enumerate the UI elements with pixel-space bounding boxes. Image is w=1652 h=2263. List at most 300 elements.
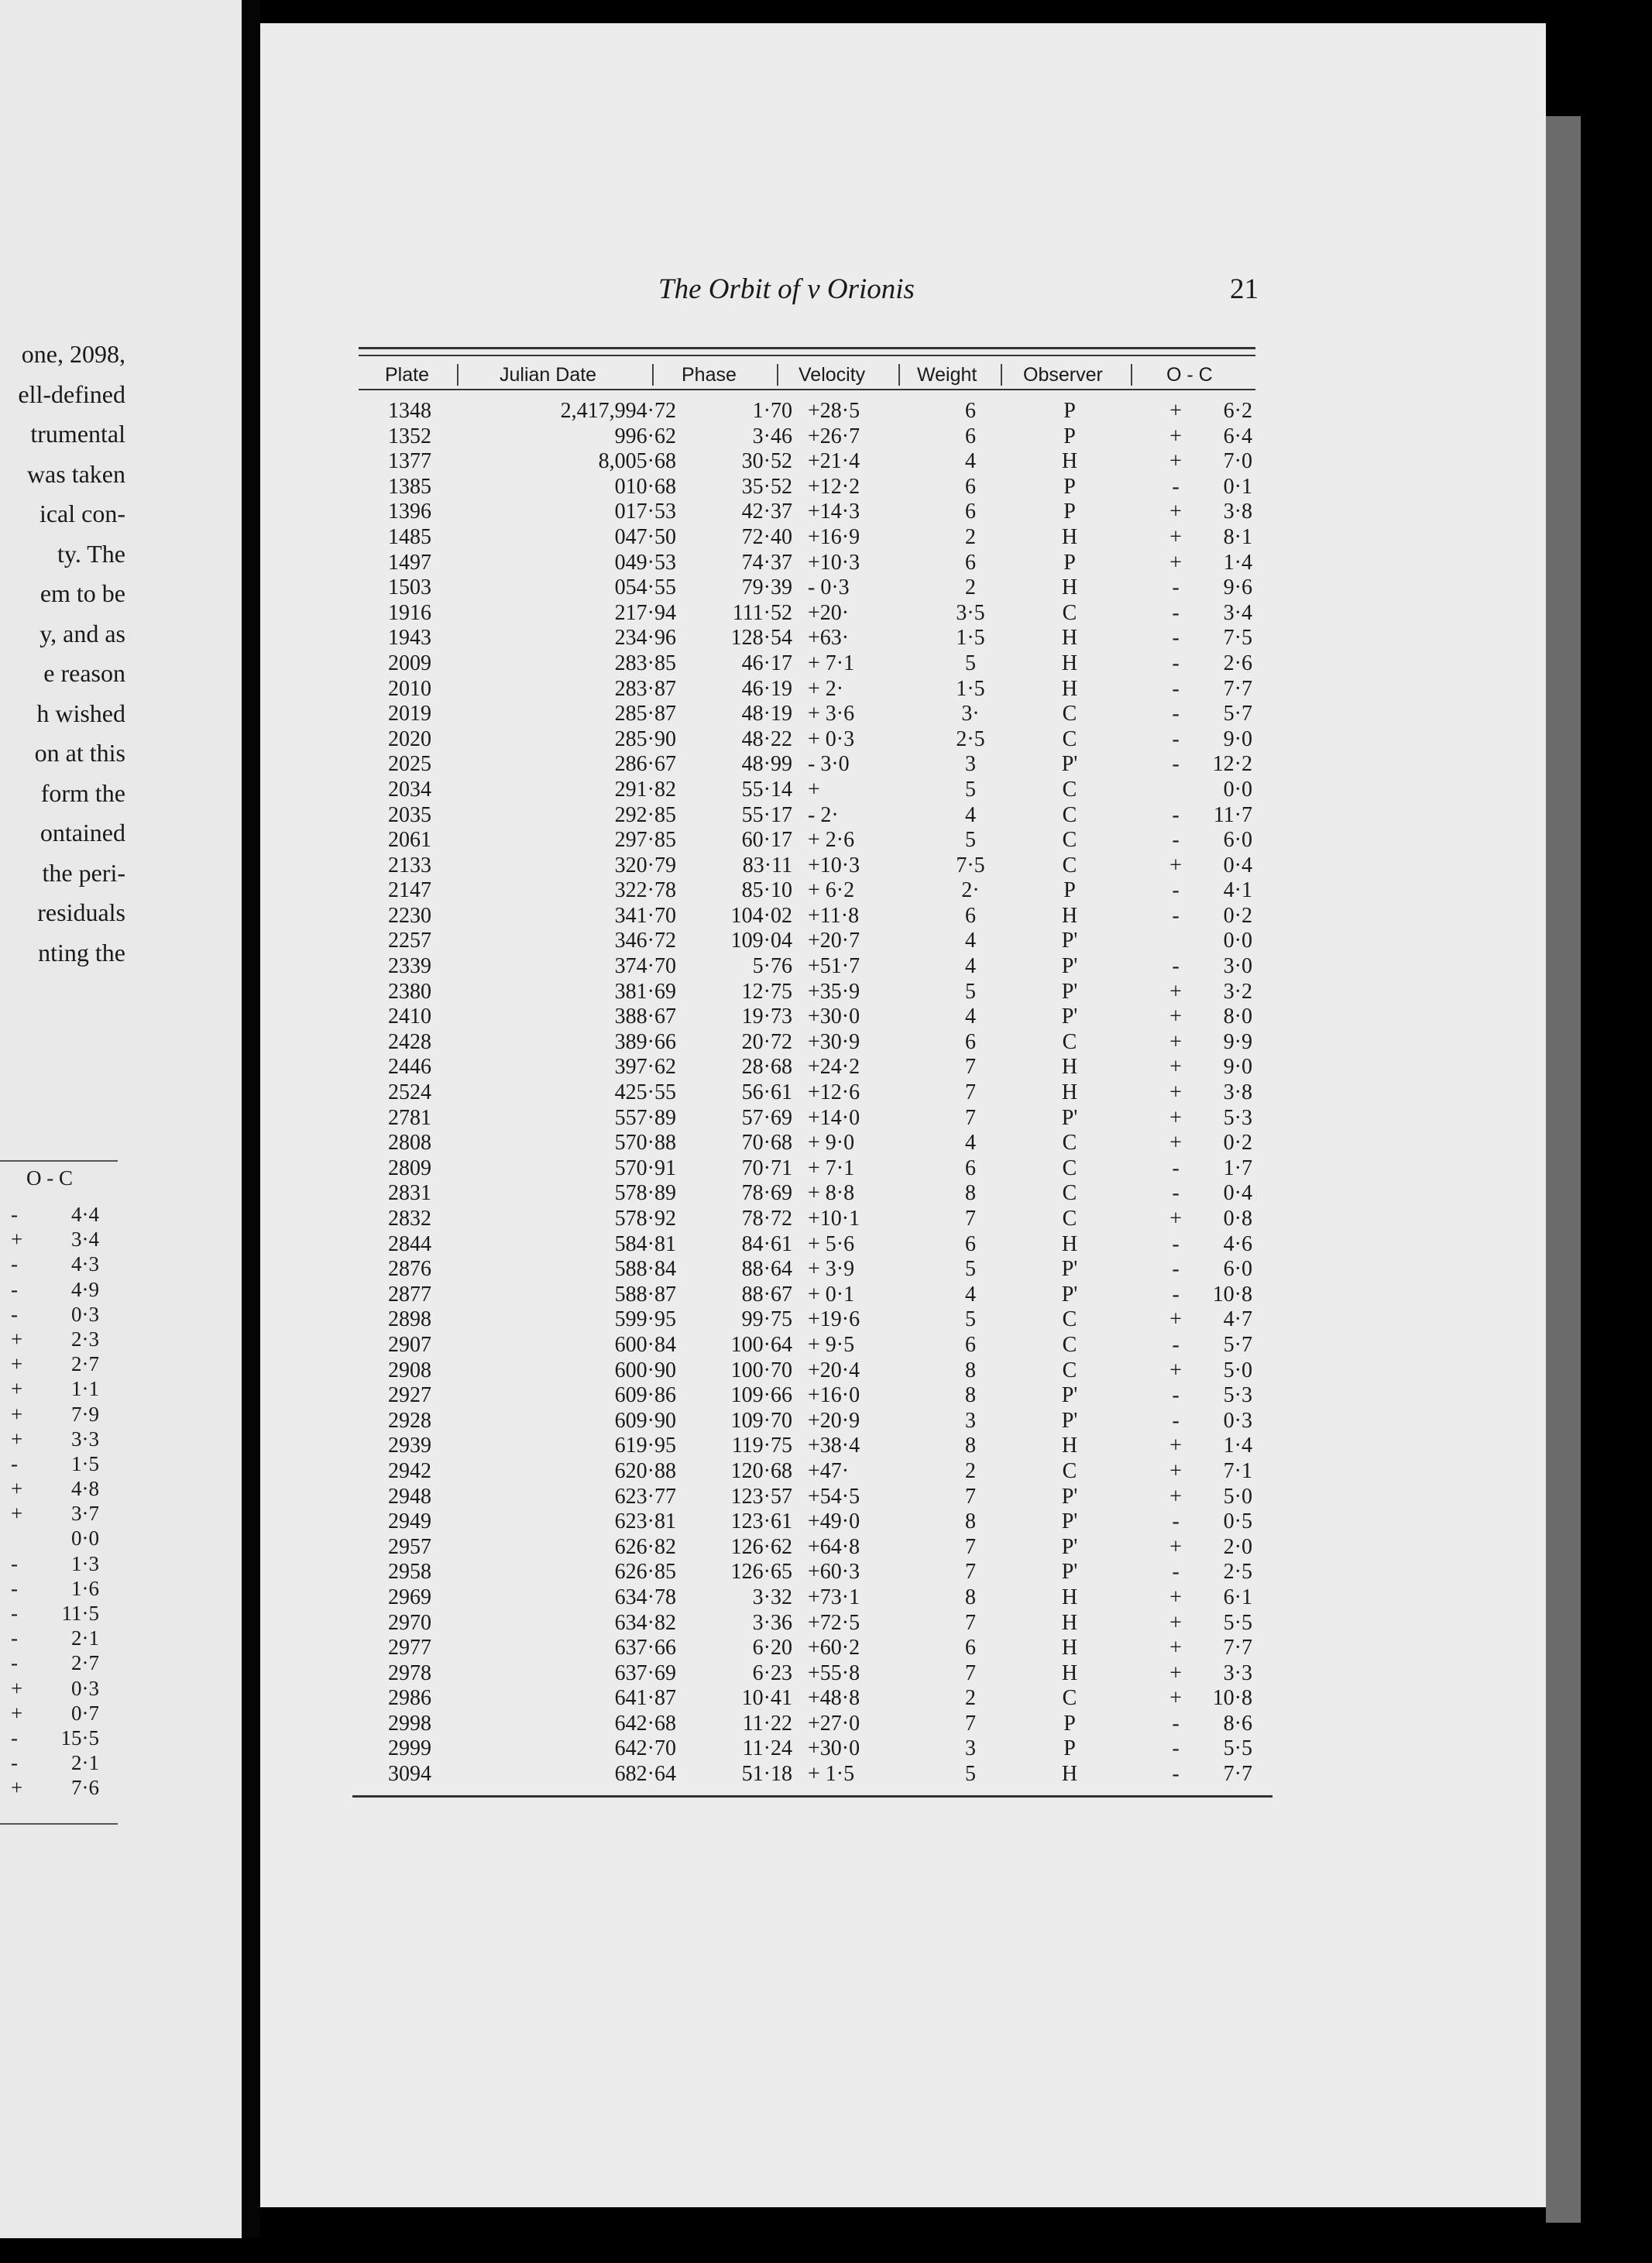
- left-oc-value: 11·5: [61, 1602, 99, 1625]
- velocity-cell: + 9·5: [808, 1332, 855, 1357]
- o-c-value-cell: 5·7: [1223, 702, 1252, 726]
- plate-cell: 2877: [388, 1282, 431, 1307]
- observer-cell: P': [1061, 1408, 1078, 1433]
- o-c-value-cell: 10·8: [1212, 1282, 1252, 1307]
- observer-cell: C: [1062, 1307, 1077, 1332]
- velocity-cell: +60·3: [808, 1560, 860, 1585]
- plate-cell: 2025: [388, 752, 431, 777]
- left-oc-sign: -: [11, 1726, 18, 1750]
- left-oc-row: [11, 1451, 99, 1476]
- o-c-sign-cell: -: [1172, 1282, 1180, 1307]
- plate-cell: 2928: [388, 1408, 431, 1433]
- observer-cell: P': [1061, 1004, 1078, 1029]
- o-c-sign-cell: -: [1172, 1181, 1180, 1206]
- julian-date-cell: 588·84: [614, 1257, 676, 1282]
- o-c-sign-cell: -: [1172, 802, 1180, 827]
- velocity-cell: + 0·3: [808, 726, 855, 751]
- velocity-cell: +26·7: [808, 424, 860, 448]
- o-c-sign-cell: -: [1172, 878, 1180, 903]
- observer-cell: P': [1061, 1383, 1078, 1408]
- observer-cell: C: [1062, 802, 1077, 827]
- velocity-cell: +60·2: [808, 1636, 860, 1660]
- o-c-sign-cell: +: [1169, 1105, 1182, 1130]
- velocity-cell: + 2·6: [808, 828, 855, 853]
- left-text-line: ontained: [39, 819, 125, 846]
- o-c-value-cell: 0·8: [1223, 1207, 1252, 1231]
- plate-cell: 2009: [388, 651, 431, 675]
- o-c-sign-cell: +: [1169, 1055, 1182, 1080]
- left-oc-sign: -: [11, 1576, 18, 1600]
- left-text-line: h wished: [36, 699, 125, 727]
- weight-cell: 8: [965, 1509, 976, 1534]
- left-oc-value: 4·9: [71, 1277, 99, 1301]
- o-c-value-cell: 5·3: [1223, 1383, 1252, 1408]
- plate-cell: 2410: [388, 1004, 431, 1029]
- o-c-sign-cell: -: [1172, 600, 1180, 625]
- o-c-value-cell: 9·0: [1223, 726, 1252, 751]
- column-header-weight: Weight: [917, 364, 977, 386]
- weight-cell: 6: [965, 424, 976, 448]
- julian-date-cell: 634·78: [614, 1585, 676, 1609]
- column-header-velocity: Velocity: [799, 364, 866, 386]
- plate-cell: 2257: [388, 929, 431, 953]
- julian-date-cell: 234·96: [614, 626, 676, 651]
- weight-cell: 5: [965, 651, 976, 675]
- plate-cell: 2948: [388, 1484, 431, 1509]
- left-oc-value: 3·3: [71, 1427, 99, 1451]
- velocity-cell: +10·3: [808, 550, 860, 575]
- column-header-julian-date: Julian Date: [500, 364, 597, 386]
- left-oc-value: 3·4: [71, 1228, 99, 1252]
- o-c-sign-cell: +: [1169, 1610, 1182, 1635]
- julian-date-cell: 623·81: [614, 1509, 676, 1534]
- observer-cell: C: [1062, 1358, 1077, 1382]
- phase-cell: 79·39: [741, 575, 792, 600]
- o-c-sign-cell: -: [1172, 575, 1180, 600]
- plate-cell: 2147: [388, 878, 431, 903]
- left-oc-value: 0·0: [71, 1526, 99, 1550]
- velocity-cell: +49·0: [808, 1509, 860, 1534]
- observer-cell: P': [1061, 1282, 1078, 1307]
- phase-cell: 128·54: [730, 626, 792, 651]
- phase-cell: 48·22: [741, 726, 792, 751]
- phase-cell: 99·75: [741, 1307, 792, 1332]
- velocity-cell: + 7·1: [808, 651, 855, 675]
- julian-date-cell: 642·70: [614, 1736, 676, 1761]
- julian-date-cell: 578·89: [614, 1181, 676, 1206]
- plate-cell: 2957: [388, 1534, 431, 1559]
- o-c-sign-cell: -: [1172, 1257, 1180, 1282]
- observer-cell: H: [1061, 1636, 1078, 1660]
- phase-cell: 126·65: [730, 1560, 792, 1585]
- o-c-sign-cell: +: [1169, 1131, 1182, 1156]
- observer-cell: C: [1062, 1131, 1077, 1156]
- julian-date-cell: 996·62: [614, 424, 676, 448]
- velocity-cell: +20·7: [808, 929, 860, 953]
- left-oc-sign: -: [11, 1302, 18, 1326]
- velocity-cell: +12·2: [808, 474, 860, 499]
- left-text-line: e reason: [43, 659, 125, 687]
- o-c-value-cell: 9·9: [1223, 1029, 1252, 1054]
- julian-date-cell: 283·87: [614, 676, 676, 701]
- plate-cell: 2809: [388, 1156, 431, 1180]
- weight-cell: 6: [965, 903, 976, 928]
- left-oc-header: O - C: [26, 1166, 73, 1190]
- plate-cell: 2949: [388, 1509, 431, 1534]
- left-text-line: on at this: [34, 739, 125, 767]
- julian-date-cell: 285·90: [614, 726, 676, 751]
- julian-date-cell: 2,417,994·72: [560, 399, 676, 423]
- o-c-sign-cell: -: [1172, 1408, 1180, 1433]
- left-oc-row: [11, 1252, 99, 1276]
- phase-cell: 78·69: [741, 1181, 792, 1206]
- o-c-value-cell: 6·1: [1223, 1585, 1252, 1609]
- phase-cell: 104·02: [730, 903, 792, 928]
- velocity-cell: +10·3: [808, 853, 860, 877]
- phase-cell: 55·14: [741, 777, 792, 802]
- left-oc-value: 1·5: [71, 1451, 99, 1475]
- o-c-sign-cell: +: [1169, 1585, 1182, 1609]
- plate-cell: 2907: [388, 1332, 431, 1357]
- left-oc-sign: -: [11, 1626, 18, 1650]
- plate-cell: 2977: [388, 1636, 431, 1660]
- o-c-value-cell: 1·4: [1223, 1434, 1252, 1458]
- velocity-cell: +64·8: [808, 1534, 860, 1559]
- phase-cell: 109·04: [730, 929, 792, 953]
- o-c-value-cell: 4·1: [1223, 878, 1252, 903]
- weight-cell: 8: [965, 1383, 976, 1408]
- phase-cell: 42·37: [741, 500, 792, 524]
- observer-cell: H: [1061, 1610, 1078, 1635]
- left-oc-row: [11, 1650, 99, 1675]
- left-oc-value: 3·7: [71, 1502, 99, 1526]
- phase-cell: 12·75: [741, 979, 792, 1004]
- julian-date-cell: 600·90: [614, 1358, 676, 1382]
- plate-cell: 2808: [388, 1131, 431, 1156]
- weight-cell: 5: [965, 828, 976, 853]
- phase-cell: 70·68: [741, 1131, 792, 1156]
- plate-cell: 2908: [388, 1358, 431, 1382]
- o-c-sign-cell: -: [1172, 954, 1180, 979]
- table-rule-bottom: [352, 1795, 1272, 1798]
- left-text-line: y, and as: [39, 619, 125, 647]
- o-c-value-cell: 3·8: [1223, 500, 1252, 524]
- o-c-value-cell: 8·6: [1223, 1711, 1252, 1736]
- julian-date-cell: 599·95: [614, 1307, 676, 1332]
- phase-cell: 120·68: [730, 1458, 792, 1483]
- o-c-sign-cell: -: [1172, 1736, 1180, 1761]
- phase-cell: 88·64: [741, 1257, 792, 1282]
- o-c-sign-cell: -: [1172, 903, 1180, 928]
- o-c-value-cell: 0·4: [1223, 853, 1252, 877]
- o-c-value-cell: 4·6: [1223, 1231, 1252, 1256]
- left-oc-row: [11, 1775, 99, 1800]
- velocity-cell: +: [808, 777, 820, 802]
- phase-cell: 30·52: [741, 449, 792, 474]
- o-c-value-cell: 0·2: [1223, 903, 1252, 928]
- weight-cell: 7: [965, 1660, 976, 1685]
- weight-cell: 7: [965, 1105, 976, 1130]
- julian-date-cell: 374·70: [614, 954, 676, 979]
- left-oc-row: [11, 1551, 99, 1576]
- velocity-cell: +51·7: [808, 954, 860, 979]
- o-c-value-cell: 11·7: [1213, 802, 1252, 827]
- weight-cell: 5: [965, 777, 976, 802]
- weight-cell: 6: [965, 500, 976, 524]
- weight-cell: 8: [965, 1585, 976, 1609]
- left-oc-value: 15·5: [60, 1726, 99, 1750]
- o-c-value-cell: 9·6: [1223, 575, 1252, 600]
- julian-date-cell: 578·92: [614, 1207, 676, 1231]
- julian-date-cell: 285·87: [614, 702, 676, 726]
- phase-cell: 3·36: [752, 1610, 792, 1635]
- weight-cell: 7: [965, 1560, 976, 1585]
- weight-cell: 6: [965, 1156, 976, 1180]
- plate-cell: 2524: [388, 1080, 431, 1105]
- left-oc-sign: +: [11, 1701, 23, 1725]
- phase-cell: 84·61: [741, 1231, 792, 1256]
- o-c-value-cell: 1·4: [1223, 550, 1252, 575]
- o-c-sign-cell: +: [1169, 550, 1182, 575]
- observer-cell: C: [1062, 1029, 1077, 1054]
- observer-cell: P': [1061, 1509, 1078, 1534]
- left-text-line: ty. The: [57, 539, 125, 568]
- julian-date-cell: 217·94: [614, 600, 676, 625]
- julian-date-cell: 388·67: [614, 1004, 676, 1029]
- observer-cell: H: [1061, 1585, 1078, 1609]
- observer-cell: C: [1062, 702, 1077, 726]
- left-page: [0, 0, 242, 2238]
- o-c-sign-cell: +: [1169, 1434, 1182, 1458]
- o-c-sign-cell: -: [1172, 1560, 1180, 1585]
- plate-cell: 2339: [388, 954, 431, 979]
- phase-cell: 109·70: [730, 1408, 792, 1433]
- velocity-cell: +55·8: [808, 1660, 860, 1685]
- julian-date-cell: 557·89: [614, 1105, 676, 1130]
- column-header-phase: Phase: [682, 364, 737, 386]
- column-separator: [898, 364, 900, 386]
- julian-date-cell: 570·88: [614, 1131, 676, 1156]
- left-oc-value: 1·6: [71, 1576, 99, 1600]
- weight-cell: 2: [965, 524, 976, 549]
- julian-date-cell: 286·67: [614, 752, 676, 777]
- julian-date-cell: 346·72: [614, 929, 676, 953]
- o-c-value-cell: 8·0: [1223, 1004, 1252, 1029]
- plate-cell: 2230: [388, 903, 431, 928]
- plate-cell: 2831: [388, 1181, 431, 1206]
- weight-cell: 5: [965, 979, 976, 1004]
- plate-cell: 2939: [388, 1434, 431, 1458]
- left-oc-row: [11, 1302, 99, 1327]
- phase-cell: 46·19: [741, 676, 792, 701]
- left-oc-row: [11, 1526, 99, 1550]
- o-c-sign-cell: +: [1169, 424, 1182, 448]
- observer-cell: P': [1061, 1534, 1078, 1559]
- left-oc-value: 2·7: [71, 1651, 99, 1675]
- weight-cell: 3: [965, 1736, 976, 1761]
- velocity-cell: +24·2: [808, 1055, 860, 1080]
- o-c-sign-cell: +: [1169, 1029, 1182, 1054]
- weight-cell: 4: [965, 802, 976, 827]
- julian-date-cell: 641·87: [614, 1686, 676, 1711]
- julian-date-cell: 320·79: [614, 853, 676, 877]
- julian-date-cell: 397·62: [614, 1055, 676, 1080]
- julian-date-cell: 381·69: [614, 979, 676, 1004]
- o-c-value-cell: 4·7: [1223, 1307, 1252, 1332]
- o-c-value-cell: 0·3: [1223, 1408, 1252, 1433]
- weight-cell: 2: [965, 575, 976, 600]
- o-c-sign-cell: +: [1169, 1080, 1182, 1105]
- weight-cell: 1·5: [956, 626, 985, 651]
- left-text-line: form the: [40, 778, 125, 807]
- weight-cell: 7: [965, 1080, 976, 1105]
- julian-date-cell: 017·53: [614, 500, 676, 524]
- weight-cell: 2·5: [956, 726, 985, 751]
- o-c-value-cell: 8·1: [1223, 524, 1252, 549]
- observer-cell: C: [1062, 1458, 1077, 1483]
- left-oc-sign: +: [11, 1427, 23, 1451]
- phase-cell: 35·52: [741, 474, 792, 499]
- phase-cell: 78·72: [741, 1207, 792, 1231]
- left-oc-sign: +: [11, 1377, 23, 1401]
- left-oc-sign: +: [11, 1477, 23, 1501]
- velocity-cell: +14·3: [808, 500, 860, 524]
- o-c-sign-cell: +: [1169, 449, 1182, 474]
- column-separator: [1001, 364, 1002, 386]
- phase-cell: 85·10: [741, 878, 792, 903]
- observer-cell: P': [1061, 929, 1078, 953]
- left-oc-value: 2·3: [71, 1327, 99, 1351]
- o-c-sign-cell: +: [1169, 1207, 1182, 1231]
- o-c-value-cell: 10·8: [1212, 1686, 1252, 1711]
- observer-cell: C: [1062, 1207, 1077, 1231]
- o-c-sign-cell: -: [1172, 752, 1180, 777]
- o-c-value-cell: 5·5: [1223, 1736, 1252, 1761]
- observer-cell: C: [1062, 1156, 1077, 1180]
- left-oc-row: [11, 1750, 99, 1775]
- plate-cell: 2970: [388, 1610, 431, 1635]
- o-c-value-cell: 0·4: [1223, 1181, 1252, 1206]
- observer-cell: P': [1061, 979, 1078, 1004]
- weight-cell: 2: [965, 1458, 976, 1483]
- o-c-value-cell: 6·0: [1223, 828, 1252, 853]
- velocity-cell: + 9·0: [808, 1131, 855, 1156]
- o-c-value-cell: 7·1: [1223, 1458, 1252, 1483]
- o-c-sign-cell: +: [1169, 1534, 1182, 1559]
- plate-cell: 2969: [388, 1585, 431, 1609]
- o-c-value-cell: 12·2: [1212, 752, 1252, 777]
- observer-cell: P': [1061, 752, 1078, 777]
- observer-cell: P: [1063, 474, 1076, 499]
- julian-date-cell: 425·55: [614, 1080, 676, 1105]
- phase-cell: 55·17: [741, 802, 792, 827]
- column-separator: [457, 364, 459, 386]
- velocity-cell: - 3·0: [808, 752, 850, 777]
- weight-cell: 5: [965, 1762, 976, 1787]
- weight-cell: 6: [965, 1029, 976, 1054]
- o-c-value-cell: 0·0: [1223, 929, 1252, 953]
- o-c-sign-cell: +: [1169, 1358, 1182, 1382]
- weight-cell: 6: [965, 1636, 976, 1660]
- julian-date-cell: 626·85: [614, 1560, 676, 1585]
- left-oc-row: [11, 1376, 99, 1401]
- left-oc-value: 4·4: [71, 1203, 99, 1226]
- weight-cell: 8: [965, 1358, 976, 1382]
- plate-cell: 1348: [388, 399, 431, 423]
- o-c-value-cell: 5·5: [1223, 1610, 1252, 1635]
- left-oc-row: [11, 1427, 99, 1451]
- observer-cell: C: [1062, 726, 1077, 751]
- weight-cell: 3·5: [956, 600, 985, 625]
- left-oc-row: [11, 1402, 99, 1427]
- plate-cell: 1377: [388, 449, 431, 474]
- o-c-sign-cell: -: [1172, 1762, 1180, 1787]
- plate-cell: 2999: [388, 1736, 431, 1761]
- observer-cell: P: [1063, 878, 1076, 903]
- o-c-value-cell: 3·4: [1223, 600, 1252, 625]
- o-c-sign-cell: +: [1169, 1660, 1182, 1685]
- table-rule-top: [359, 347, 1255, 349]
- left-oc-row: [11, 1202, 99, 1227]
- plate-cell: 1943: [388, 626, 431, 651]
- plate-cell: 2019: [388, 702, 431, 726]
- observer-cell: C: [1062, 853, 1077, 877]
- velocity-cell: +48·8: [808, 1686, 860, 1711]
- phase-cell: 74·37: [741, 550, 792, 575]
- o-c-sign-cell: -: [1172, 1509, 1180, 1534]
- o-c-sign-cell: -: [1172, 726, 1180, 751]
- observer-cell: C: [1062, 1181, 1077, 1206]
- o-c-sign-cell: -: [1172, 1156, 1180, 1180]
- julian-date-cell: 600·84: [614, 1332, 676, 1357]
- julian-date-cell: 620·88: [614, 1458, 676, 1483]
- left-text-line: residuals: [37, 898, 125, 926]
- o-c-sign-cell: -: [1172, 1231, 1180, 1256]
- weight-cell: 4: [965, 954, 976, 979]
- left-oc-column: [11, 1202, 99, 1801]
- velocity-cell: + 2·: [808, 676, 844, 701]
- phase-cell: 48·99: [741, 752, 792, 777]
- observer-cell: H: [1061, 1055, 1078, 1080]
- left-oc-sign: +: [11, 1352, 23, 1376]
- left-oc-value: 7·9: [71, 1402, 99, 1426]
- weight-cell: 8: [965, 1434, 976, 1458]
- phase-cell: 88·67: [741, 1282, 792, 1307]
- weight-cell: 7: [965, 1711, 976, 1736]
- velocity-cell: +20·: [808, 600, 850, 625]
- julian-date-cell: 619·95: [614, 1434, 676, 1458]
- observer-cell: P: [1063, 550, 1076, 575]
- velocity-cell: +16·9: [808, 524, 860, 549]
- left-oc-value: 2·1: [71, 1751, 99, 1775]
- o-c-value-cell: 2·5: [1223, 1560, 1252, 1585]
- weight-cell: 5: [965, 1257, 976, 1282]
- weight-cell: 7: [965, 1534, 976, 1559]
- velocity-cell: + 8·8: [808, 1181, 855, 1206]
- phase-cell: 10·41: [741, 1686, 792, 1711]
- plate-cell: 2978: [388, 1660, 431, 1685]
- julian-date-cell: 389·66: [614, 1029, 676, 1054]
- plate-cell: 2020: [388, 726, 431, 751]
- weight-cell: 8: [965, 1181, 976, 1206]
- velocity-cell: +21·4: [808, 449, 860, 474]
- plate-cell: 2958: [388, 1560, 431, 1585]
- julian-date-cell: 570·91: [614, 1156, 676, 1180]
- observer-cell: H: [1061, 1231, 1078, 1256]
- observer-cell: P': [1061, 1484, 1078, 1509]
- phase-cell: 123·61: [730, 1509, 792, 1534]
- julian-date-cell: 341·70: [614, 903, 676, 928]
